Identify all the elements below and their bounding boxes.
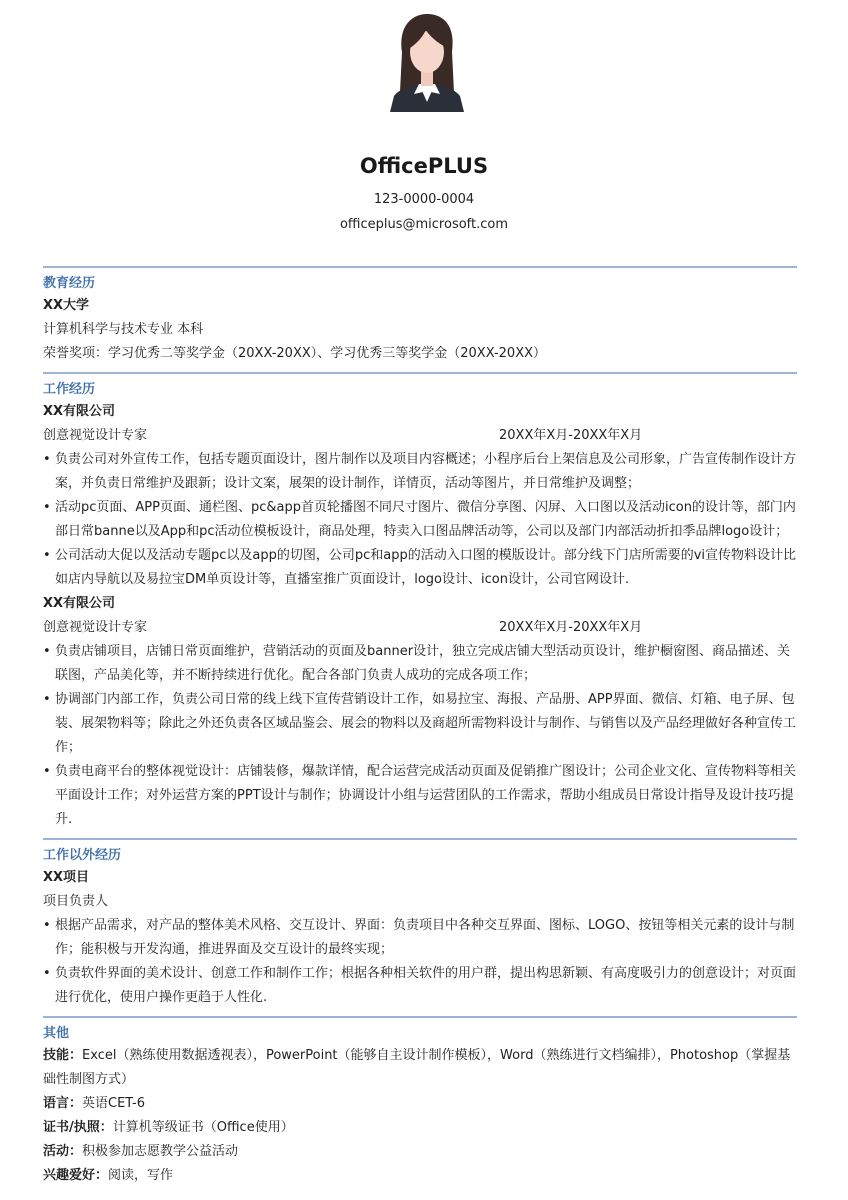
certificate-value: 计算机等级证书（Office使用） — [112, 1120, 294, 1135]
language-value: 英语CET-6 — [82, 1096, 146, 1111]
email-address: officeplus@microsoft.com — [339, 217, 509, 232]
list-item: • 公司活动大促以及活动专题pc以及app的切图，公司pc和app的活动入口图的模版设计。部分线下门店所需要的vi宣传物料设计比如店内导航以及易拉宝DM单页设计等，直播室推广页面设计，logo设计、icon设计，公司官网设计. — [43, 544, 797, 592]
section-divider — [43, 266, 797, 268]
certificate-line — [43, 1116, 797, 1140]
section-title-education: 教育经历 — [43, 276, 96, 291]
job-role-row — [43, 616, 797, 640]
activity-label: 活动： — [43, 1144, 83, 1159]
project-role: 项目负责人 — [43, 894, 109, 909]
job-bullets — [43, 448, 797, 592]
section-divider — [43, 838, 797, 840]
language-label: 语言： — [43, 1096, 83, 1111]
project-bullets — [43, 914, 797, 1010]
section-title-work: 工作经历 — [43, 382, 96, 397]
list-item: • 负责公司对外宣传工作，包括专题页面设计，图片制作以及项目内容概述；小程序后台上架信息及公司形象，广告宣传制作设计方案，并负责日常维护及跟新；设计文案，展架的设计制作，详情页，活动等图片，并日常维护及调整； — [43, 448, 797, 496]
hobby-label: 兴趣爱好： — [43, 1168, 109, 1183]
activity-line — [43, 1140, 797, 1164]
company-name: XX有限公司 — [43, 404, 116, 419]
section-divider — [43, 1016, 797, 1018]
list-item: • 活动pc页面、APP页面、通栏图、pc&app首页轮播图不同尺寸图片、微信分享图、闪屏、入口图以及活动icon的设计等，部门内部日常banne以及App和pc活动位模板设计，商品处理，特卖入口图品牌活动等，公司以及部门内部活动折扣季品牌logo设计； — [43, 496, 797, 544]
hobby-line — [43, 1164, 797, 1188]
job-entry — [43, 400, 797, 592]
job-role: 创意视觉设计专家 — [43, 620, 148, 635]
avatar — [384, 12, 470, 112]
section-title-other: 其他 — [43, 1026, 70, 1041]
honors: 荣誉奖项：学习优秀二等奖学金（20XX-20XX）、学习优秀三等奖学金（20XX-20XX） — [43, 346, 547, 361]
list-item: • 负责电商平台的整体视觉设计：店铺装修，爆款详情，配合运营完成活动页面及促销推广图设计；公司企业文化、宣传物料等相关平面设计工作；对外运营方案的PPT设计与制作；协调设计小组与运营团队的工作需求，帮助小组成员日常设计指导及设计技巧提升. — [43, 760, 797, 832]
hobby-value: 阅读，写作 — [108, 1168, 174, 1183]
candidate-name: OfficePLUS — [359, 154, 489, 178]
company-name: XX有限公司 — [43, 596, 116, 611]
list-item: • 负责店铺项目，店铺日常页面维护，营销活动的页面及banner设计，独立完成店铺大型活动页设计，维护橱窗图、商品描述、关联图，产品美化等，并不断持续进行优化。配合各部门负责人成功的完成各项工作； — [43, 640, 797, 688]
job-entry — [43, 592, 797, 832]
project-name: XX项目 — [43, 870, 90, 885]
job-role: 创意视觉设计专家 — [43, 428, 148, 443]
job-bullets — [43, 640, 797, 832]
skills-line — [43, 1044, 797, 1092]
job-date: 20XX年X月-20XX年X月 — [499, 428, 643, 443]
list-item: • 协调部门内部工作，负责公司日常的线上线下宣传营销设计工作，如易拉宝、海报、产品册、APP界面、微信、灯箱、电子屏、包装、展架物料等；除此之外还负责各区域品鉴会、展会的物料以及商超所需物料设计与制作、与销售以及产品经理做好各种宣传工作； — [43, 688, 797, 760]
activity-value: 积极参加志愿教学公益活动 — [82, 1144, 239, 1159]
certificate-label: 证书/执照： — [43, 1120, 113, 1135]
skills-value: Excel（熟练使用数据透视表），PowerPoint（能够自主设计制作模板），Word（熟练进行文档编排），Photoshop（掌握基础性制图方式） — [43, 1048, 791, 1087]
language-line — [43, 1092, 797, 1116]
job-role-row — [43, 424, 797, 448]
list-item: • 负责软件界面的美术设计、创意工作和制作工作；根据各种相关软件的用户群，提出构思新颖、有高度吸引力的创意设计；对页面进行优化，使用户操作更趋于人性化. — [43, 962, 797, 1010]
job-date: 20XX年X月-20XX年X月 — [499, 620, 643, 635]
section-divider — [43, 372, 797, 374]
school-name: XX大学 — [43, 298, 90, 313]
section-title-extra: 工作以外经历 — [43, 848, 122, 863]
phone-number: 123-0000-0004 — [373, 192, 475, 207]
major-degree: 计算机科学与技术专业 本科 — [43, 322, 204, 337]
resume-body — [43, 266, 797, 1188]
list-item: • 根据产品需求，对产品的整体美术风格、交互设计、界面：负责项目中各种交互界面、图标、LOGO、按钮等相关元素的设计与制作；能积极与开发沟通，推进界面及交互设计的最终实现； — [43, 914, 797, 962]
skills-label: 技能： — [43, 1048, 83, 1063]
